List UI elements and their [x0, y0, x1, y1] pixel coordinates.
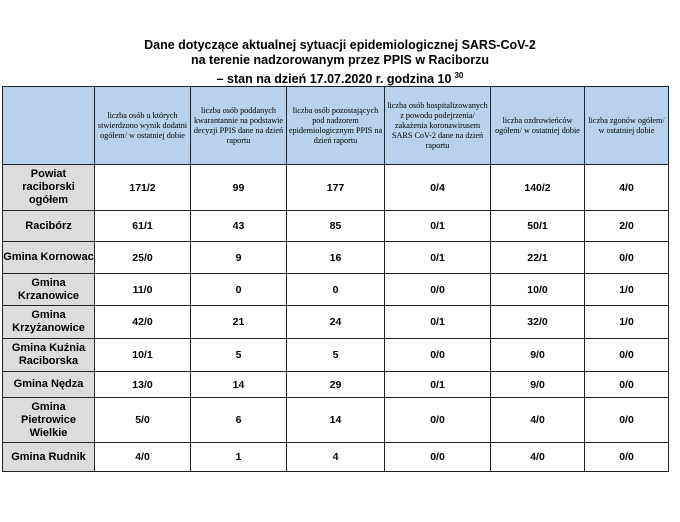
- title-line-3: [0, 68, 680, 87]
- table-cell: 4/0: [95, 443, 191, 472]
- row-name: Gmina Kornowac: [3, 242, 95, 274]
- table-cell: 22/1: [491, 242, 585, 274]
- table-row: [3, 274, 669, 306]
- table-cell: 61/1: [95, 211, 191, 242]
- table-cell: 2/0: [585, 211, 669, 242]
- table-cell: 1/0: [585, 274, 669, 306]
- table-cell: 9/0: [491, 339, 585, 372]
- table-cell: 0/0: [585, 372, 669, 398]
- row-name: Gmina Pietrowice Wielkie: [3, 398, 95, 443]
- title-line-1: Dane dotyczące aktualnej sytuacji epidemiologicznej SARS-CoV-2: [144, 38, 536, 52]
- table-cell: 50/1: [491, 211, 585, 242]
- table-cell: 140/2: [491, 165, 585, 211]
- table-cell: 42/0: [95, 306, 191, 339]
- table-row: [3, 443, 669, 472]
- table-cell: 177: [287, 165, 385, 211]
- row-name: Gmina Krzyżanowice: [3, 306, 95, 339]
- table-cell: 32/0: [491, 306, 585, 339]
- header-quarantine: liczba osób poddanych kwarantannie na podstawie decyzji PPIS dane na dzień raportu: [191, 87, 287, 165]
- header-deaths: liczba zgonów ogółem/ w ostatniej dobie: [585, 87, 669, 165]
- table-cell: 43: [191, 211, 287, 242]
- table-cell: 13/0: [95, 372, 191, 398]
- table-cell: 4: [287, 443, 385, 472]
- row-name: Gmina Kuźnia Raciborska: [3, 339, 95, 372]
- row-name: Gmina Krzanowice: [3, 274, 95, 306]
- table-cell: 0/0: [585, 339, 669, 372]
- table-cell: 0/0: [385, 443, 491, 472]
- table-cell: 1/0: [585, 306, 669, 339]
- table-cell: 6: [191, 398, 287, 443]
- table-cell: 10/1: [95, 339, 191, 372]
- table-cell: 4/0: [491, 443, 585, 472]
- table-row: [3, 372, 669, 398]
- title-line-2: na terenie nadzorowanym przez PPIS w Raciborzu: [191, 53, 489, 67]
- table-cell: 9/0: [491, 372, 585, 398]
- header-positive: liczba osób u których stwierdzono wynik dodatni ogółem/ w ostatniej dobie: [95, 87, 191, 165]
- table-cell: 0: [191, 274, 287, 306]
- table-row: [3, 242, 669, 274]
- table-cell: 0/0: [385, 398, 491, 443]
- title-hour-minutes: 30: [454, 71, 464, 80]
- table-cell: 14: [287, 398, 385, 443]
- table-cell: 14: [191, 372, 287, 398]
- table-cell: 0/0: [585, 398, 669, 443]
- table-cell: 29: [287, 372, 385, 398]
- table-cell: 24: [287, 306, 385, 339]
- table-cell: 99: [191, 165, 287, 211]
- table-cell: 0/1: [385, 372, 491, 398]
- table-cell: 0/0: [385, 274, 491, 306]
- table-cell: 25/0: [95, 242, 191, 274]
- table-cell: 5: [191, 339, 287, 372]
- table-row: [3, 211, 669, 242]
- table-cell: 10/0: [491, 274, 585, 306]
- table-header-row: [3, 87, 669, 165]
- table-row: [3, 398, 669, 443]
- table-cell: 4/0: [491, 398, 585, 443]
- table-cell: 4/0: [585, 165, 669, 211]
- table-row: [3, 339, 669, 372]
- table-cell: 11/0: [95, 274, 191, 306]
- row-name: Racibórz: [3, 211, 95, 242]
- table-cell: 5: [287, 339, 385, 372]
- table-cell: 0/0: [585, 443, 669, 472]
- table-row: [3, 306, 669, 339]
- header-recovered: liczba ozdrowieńców ogółem/ w ostatniej dobie: [491, 87, 585, 165]
- table-row: [3, 165, 669, 211]
- title-line-3-text: – stan na dzień 17.07.2020 r. godzina 10: [216, 72, 452, 86]
- table-cell: 16: [287, 242, 385, 274]
- row-name: Powiat raciborski ogółem: [3, 165, 95, 211]
- table-cell: 171/2: [95, 165, 191, 211]
- header-supervision: liczba osób pozostających pod nadzorem epidemiologicznym PPIS na dzień raportu: [287, 87, 385, 165]
- covid-stats-table: [2, 86, 669, 472]
- row-name: Gmina Nędza: [3, 372, 95, 398]
- table-cell: 0/1: [385, 211, 491, 242]
- table-cell: 0/0: [385, 339, 491, 372]
- report-title: [0, 38, 680, 87]
- table-cell: 0/1: [385, 306, 491, 339]
- table-cell: 1: [191, 443, 287, 472]
- table-cell: 0/1: [385, 242, 491, 274]
- header-corner: [3, 87, 95, 165]
- table-cell: 21: [191, 306, 287, 339]
- row-name: Gmina Rudnik: [3, 443, 95, 472]
- header-hospitalized: liczba osób hospitalizowanych z powodu podejrzenia/ zakażenia koronawirusem SARS CoV-2 dane na dzień raportu: [385, 87, 491, 165]
- table-cell: 5/0: [95, 398, 191, 443]
- table-cell: 9: [191, 242, 287, 274]
- table-cell: 0/4: [385, 165, 491, 211]
- table-cell: 0: [287, 274, 385, 306]
- table-cell: 85: [287, 211, 385, 242]
- table-cell: 0/0: [585, 242, 669, 274]
